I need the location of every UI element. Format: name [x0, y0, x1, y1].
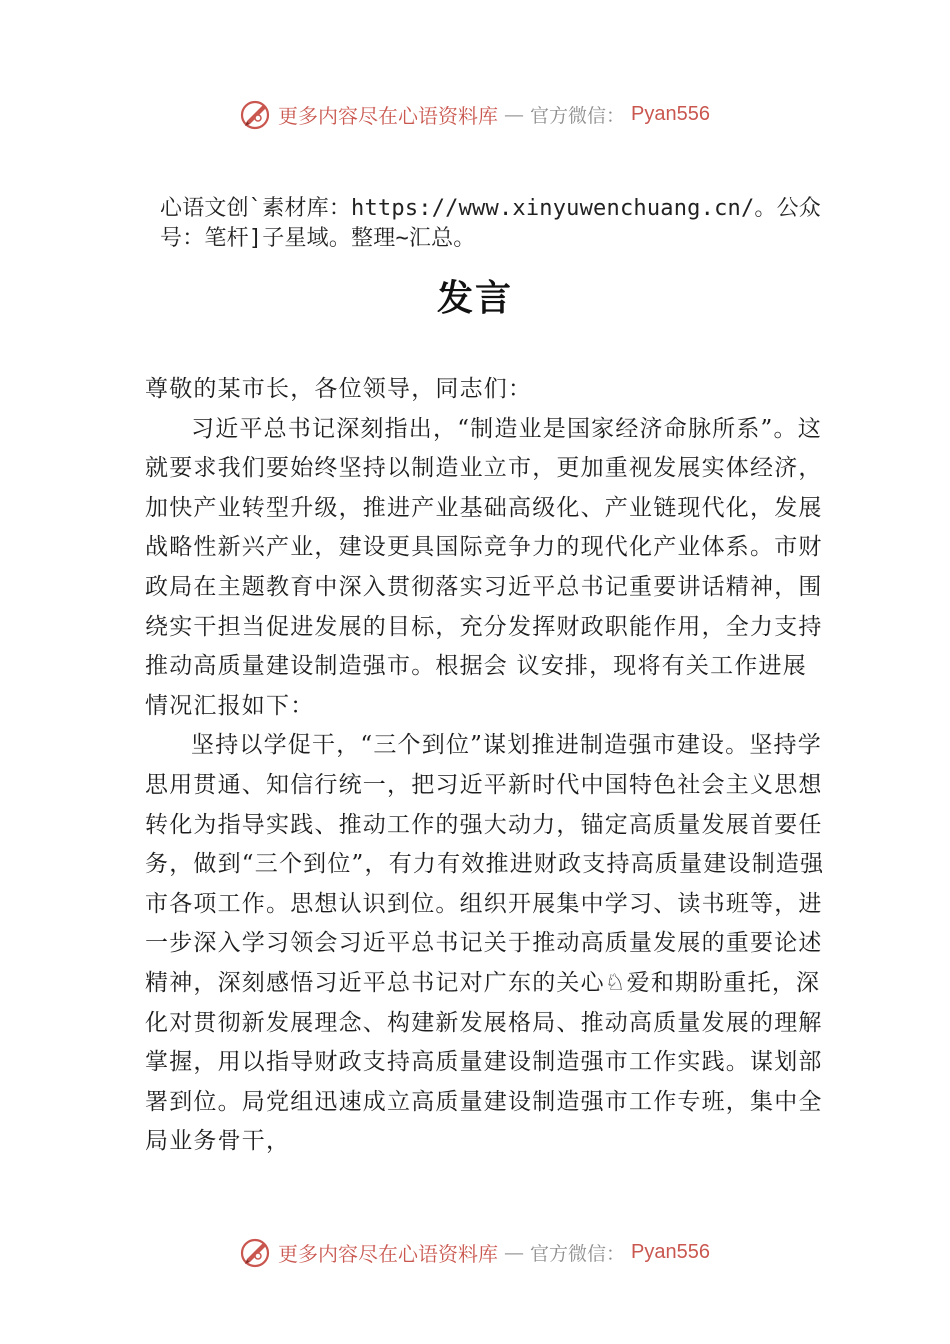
watermark-main-text: 更多内容尽在心语资料库 [278, 103, 498, 128]
pen-logo-icon [238, 97, 272, 131]
page-title: 发言 [436, 277, 513, 319]
watermark-separator: — [504, 1240, 524, 1264]
footer-watermark [238, 1234, 710, 1270]
watermark-label: 官方微信： [530, 104, 626, 127]
pen-logo-icon [238, 1235, 272, 1269]
body-paragraph: 习近平总书记深刻指出，“制造业是国家经济命脉所系”。这就要求我们要始终坚持以制造业立市，更加重视发展实体经济，加快产业转型升级，推进产业基础高级化、产业链现代化，发展战略性新兴产业，建设更具国际竞争力的现代化产业体系。市财政局在主题教育中深入贯彻落实习近平总书记重要讲话精神，围绕实干担当促进发展的目标，充分发挥财政职能作用，全力支持推动高质量建设制造强市。根据会 议安排，现将有关工作进展情况汇报如下： [145, 415, 823, 719]
watermark-main-text: 更多内容尽在心语资料库 [278, 1241, 498, 1266]
source-line: 心语文创`素材库：https://www.xinyuwenchuang.cn/。公众号：笔杆]子星域。整理~汇总。 [160, 196, 821, 251]
salutation-paragraph: 尊敬的某市长，各位领导，同志们： [145, 376, 533, 402]
header-watermark [238, 96, 710, 132]
watermark-label: 官方微信： [530, 1242, 626, 1265]
body-paragraph: 坚持以学促干，“三个到位”谋划推进制造强市建设。坚持学思用贯通、知信行统一，把习近平新时代中国特色社会主义思想转化为指导实践、推动工作的强大动力，锚定高质量发展首要任务，做到“三个到位”，有力有效推进财政支持高质量建设制造强市各项工作。思想认识到位。组织开展集中学习、读书班等，进一步深入学习领会习近平总书记关于推动高质量发展的重要论述精神，深刻感悟习近平总书记对广东的关心♘爱和期盼重托，深化对贯彻新发展理念、构建新发展格局、推动高质量发展的理解掌握，用以指导财政支持高质量建设制造强市工作实践。谋划部署到位。局党组迅速成立高质量建设制造强市工作专班，集中全局业务骨干， [145, 732, 825, 1155]
document-body [145, 370, 825, 1162]
watermark-wechat-id: Pyan556 [631, 102, 710, 125]
watermark-wechat-id: Pyan556 [631, 1240, 710, 1263]
watermark-separator: — [504, 102, 524, 126]
